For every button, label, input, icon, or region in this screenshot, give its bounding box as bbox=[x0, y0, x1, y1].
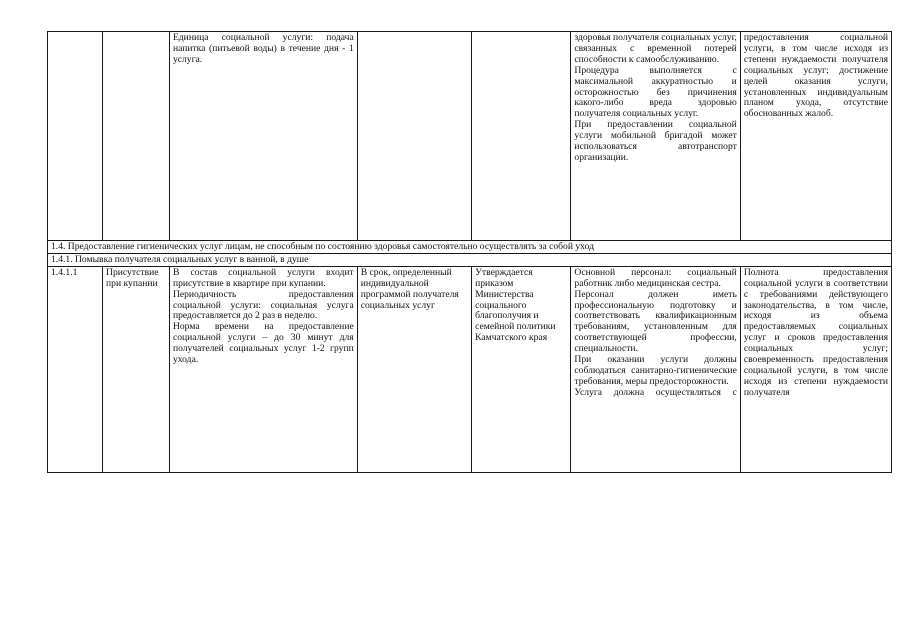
conditions-paragraph: Персонал должен иметь профессиональную подготовку и соответствовать квалификационным требованиям, установленным для соответствующей профессии, специальности. bbox=[574, 288, 737, 355]
cell-conditions bbox=[571, 266, 740, 472]
cell-term bbox=[357, 266, 471, 472]
section-heading-1-4-1: 1.4.1. Помывка получателя социальных услуг в ванной, в душе bbox=[48, 253, 892, 266]
section-heading-row bbox=[48, 241, 892, 254]
cell-number bbox=[48, 32, 103, 241]
conditions-paragraph: При оказании услуги должны соблюдаться санитарно-гигиенические требования, меры предосторожности. bbox=[574, 354, 737, 387]
section-heading-1-4: 1.4. Предоставление гигиенических услуг лицам, не способным по состоянию здоровья самостоятельно осуществлять за собой уход bbox=[48, 241, 892, 254]
conditions-paragraph: При предоставлении социальной услуги мобильной бригадой может использоваться автотранспорт организации. bbox=[574, 119, 737, 163]
conditions-paragraph: здоровья получателя социальных услуг, связанных с временной потерей способности к самообслуживанию. bbox=[574, 32, 737, 65]
table-row bbox=[48, 32, 892, 241]
service-name: Присутствие при купании bbox=[106, 266, 159, 289]
term-text: В срок, определенный индивидуальной программой получателя социальных услуг bbox=[360, 266, 459, 311]
cell-number: 1.4.1.1 bbox=[48, 266, 103, 472]
service-unit-text: Единица социальной услуги: подача напитка (питьевой воды) в течение дня - 1 услуга. bbox=[172, 32, 354, 65]
cell-indicators bbox=[740, 266, 891, 472]
cell-conditions bbox=[571, 32, 740, 241]
cell-name bbox=[103, 266, 170, 472]
description-paragraph: Норма времени на предоставление социальной услуги – до 30 минут для получателей социальных услуг 1-2 групп ухода. bbox=[172, 321, 354, 366]
cell-indicators bbox=[740, 32, 891, 241]
indicators-text: предоставления социальной услуги, в том числе исходя из степени нуждаемости получателя социальных услуг; достижение целей оказания услуги, установленных индивидуальным планом ухода, отсутствие обоснованных жалоб. bbox=[743, 32, 888, 120]
conditions-paragraph: Услуга должна осуществляться с bbox=[574, 386, 737, 398]
indicators-text: Полнота предоставления социальной услуги в соответствии с требованиями действующего законодательства, в том числе, исходя из объема предоставляемых социальных услуг и сроков предоставления социальных услуг; своевременность предоставления социальной услуги, в том числе исходя из степени нуждаемости получателя bbox=[743, 266, 888, 398]
services-table bbox=[47, 31, 892, 473]
table-row bbox=[48, 266, 892, 472]
cell-tariff bbox=[472, 32, 571, 241]
conditions-paragraph: Процедура выполняется с максимальной аккуратностью и осторожностью без причинения какого-либо вреда здоровью получателя социальных услуг. bbox=[574, 64, 737, 120]
cell-description bbox=[169, 266, 357, 472]
subsection-heading-row bbox=[48, 253, 892, 266]
cell-tariff bbox=[472, 266, 571, 472]
cell-term bbox=[357, 32, 471, 241]
cell-description bbox=[169, 32, 357, 241]
description-paragraph: Периодичность предоставления социальной услуги: социальная услуга предоставляется до 2 раз в неделю. bbox=[172, 288, 354, 322]
conditions-paragraph: Основной персонал: социальный работник либо медицинская сестра. bbox=[574, 266, 737, 289]
description-paragraph: В состав социальной услуги входит присутствие в квартире при купании. bbox=[172, 266, 354, 289]
cell-name bbox=[103, 32, 170, 241]
tariff-text: Утверждается приказом Министерства социального благополучия и семейной политики Камчатского края bbox=[475, 266, 556, 344]
